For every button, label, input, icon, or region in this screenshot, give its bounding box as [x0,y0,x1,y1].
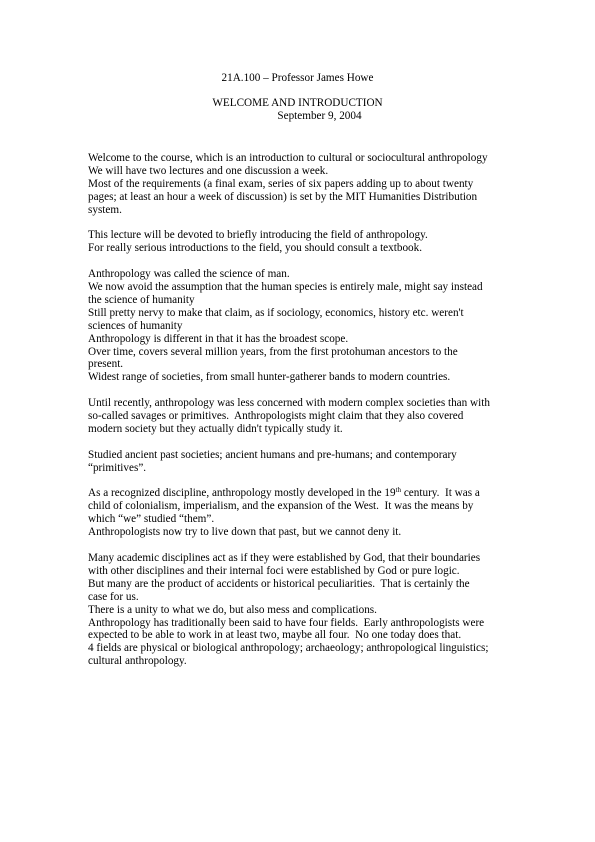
text-line: present. [88,358,124,371]
text-line: But many are the product of accidents or historical peculiarities. That is certainly the [88,577,470,590]
course-heading [0,72,595,85]
text-line: which “we” studied “them”. [88,513,215,526]
text-line-with-superscript [88,487,520,500]
text-line: Still pretty nervy to make that claim, as if sociology, economics, history etc. weren't [88,306,464,319]
text-line: Many academic disciplines act as if they were established by God, that their boundaries [88,552,481,564]
text-line: “primitives”. [88,461,147,474]
document-title: WELCOME AND INTRODUCTION [212,97,383,109]
text-line: Most of the requirements (a final exam, series of six papers adding up to about twenty [88,177,474,190]
text-line: case for us. [88,590,139,603]
text-line: child of colonialism, imperialism, and the expansion of the West. It was the means by [88,500,474,513]
text-line: For really serious introductions to the field, you should consult a textbook. [88,242,423,255]
text-line: Widest range of societies, from small hunter-gatherer bands to modern countries. [88,371,451,384]
text-line: 4 fields are physical or biological anthropology; archaeology; anthropological linguistics; [88,642,489,655]
text-line: Anthropologists now try to live down that past, but we cannot deny it. [88,526,402,539]
paragraph-recognized-discipline [88,487,520,539]
text-line: Welcome to the course, which is an introduction to cultural or sociocultural anthropology [88,152,488,164]
text-line: system. [88,203,122,216]
text-line: We now avoid the assumption that the human species is entirely male, might say instead [88,281,483,294]
text-line: Over time, covers several million years, from the first protohuman ancestors to the [88,345,458,358]
text-line: Until recently, anthropology was less concerned with modern complex societies than with [88,397,490,410]
text-line: with other disciplines and their internal foci were established by God or pure logic. [88,564,460,577]
paragraph-ancient-past [88,449,520,475]
text-line: Anthropology has traditionally been said to have four fields. Early anthropologists were [88,616,485,629]
text-line: so-called savages or primitives. Anthropologists might claim that they also covered [88,410,464,423]
ordinal-superscript: th [395,486,402,495]
document-date: September 9, 2004 [277,110,362,122]
text-line: modern society but they actually didn't typically study it. [88,422,343,435]
text-line: There is a unity to what we do, but also mess and complications. [88,603,377,616]
text-line: the science of humanity [88,293,195,306]
paragraph-science-of-man [88,268,520,384]
text-line: cultural anthropology. [88,655,187,668]
text-line: expected to be able to work in at least two, maybe all four. No one today does that. [88,629,462,642]
document-body [88,152,520,681]
text-line: We will have two lectures and one discussion a week. [88,164,329,177]
paragraph-welcome [88,152,520,217]
title-block [0,97,595,123]
text-fragment: century. It was a [401,487,480,500]
text-line: sciences of humanity [88,319,183,332]
text-line: Anthropology is different in that it has the broadest scope. [88,332,349,345]
text-fragment: As a recognized discipline, anthropology mostly developed in the 19 [88,487,396,500]
text-line: pages; at least an hour a week of discussion) is set by the MIT Humanities Distribution [88,190,478,203]
course-line: 21A.100 – Professor James Howe [221,72,374,84]
text-line: This lecture will be devoted to briefly introducing the field of anthropology. [88,229,428,242]
text-line: Studied ancient past societies; ancient humans and pre-humans; and contemporary [88,448,457,461]
paragraph-academic-disciplines [88,552,520,668]
paragraph-lecture [88,229,520,255]
paragraph-until-recently [88,397,520,436]
text-line: Anthropology was called the science of man. [88,268,290,281]
